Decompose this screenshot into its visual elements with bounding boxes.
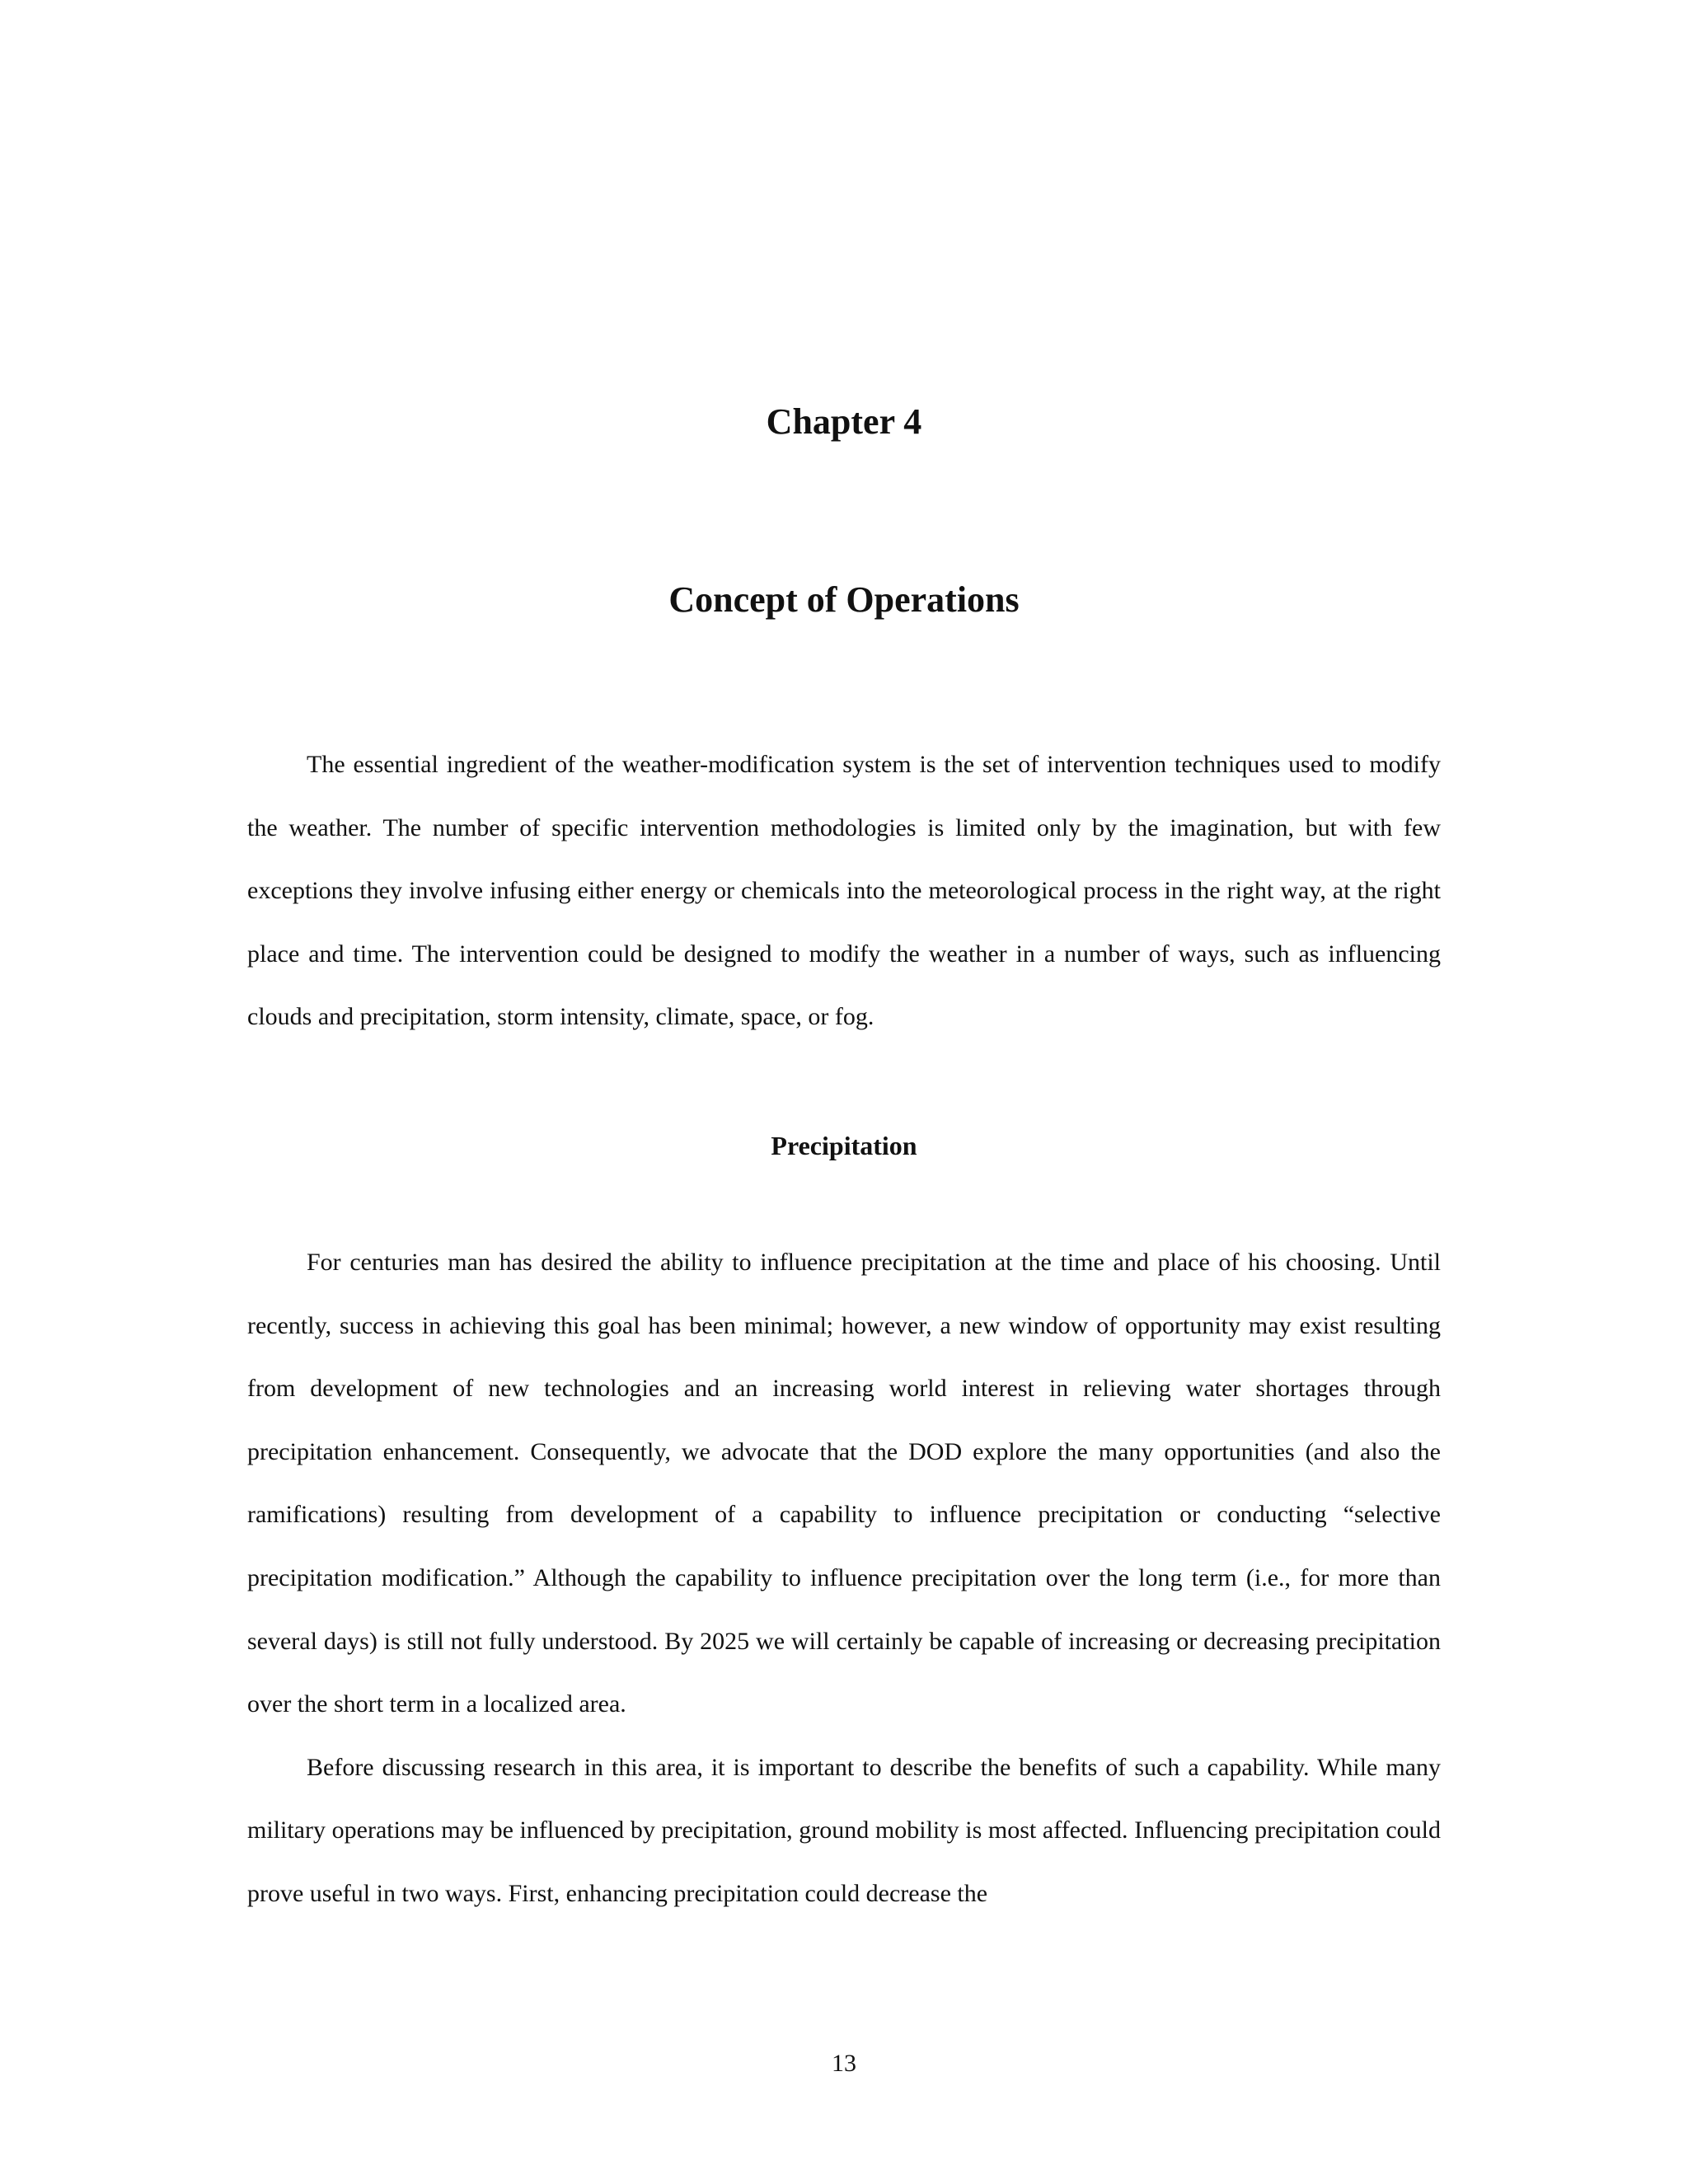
section-heading: Precipitation xyxy=(771,1131,917,1160)
intro-paragraph: The essential ingredient of the weather-modification system is the set of intervention techniques used to modify the weather. The number of specific intervention methodologies is limited only by the imagination, but with few exceptions they involve infusing either energy or chemicals into the meteorological process in the right way, at the right place and time. The intervention could be designed to modify the weather in a number of ways, such as influencing clouds and precipitation, storm intensity, climate, space, or fog. xyxy=(247,751,1441,1031)
page-number: 13 xyxy=(832,2050,856,2077)
precipitation-section xyxy=(247,1231,1441,1926)
precipitation-paragraph-1: For centuries man has desired the ability to influence precipitation at the time and place of his choosing. Until recently, success in achieving this goal has been minimal; however, a new window of opportunity may exist resulting from development of new technologies and an increasing world interest in relieving water shortages through precipitation enhancement. Consequently, we advocate that the DOD explore the many opportunities (and also the ramifications) resulting from development of a capability to influence precipitation or conducting “selective precipitation modification.” Although the capability to influence precipitation over the long term (i.e., for more than several days) is still not fully understood. By 2025 we will certainly be capable of increasing or decreasing precipitation over the short term in a localized area. xyxy=(247,1249,1441,1718)
chapter-label: Chapter 4 xyxy=(766,401,922,442)
intro-section xyxy=(247,733,1441,1049)
chapter-title: Concept of Operations xyxy=(668,579,1020,620)
precipitation-paragraph-2: Before discussing research in this area, it is important to describe the benefits of such a capability. While many military operations may be influenced by precipitation, ground mobility is most affected. Influencing precipitation could prove useful in two ways. First, enhancing precipitation could decrease the xyxy=(247,1753,1441,1907)
